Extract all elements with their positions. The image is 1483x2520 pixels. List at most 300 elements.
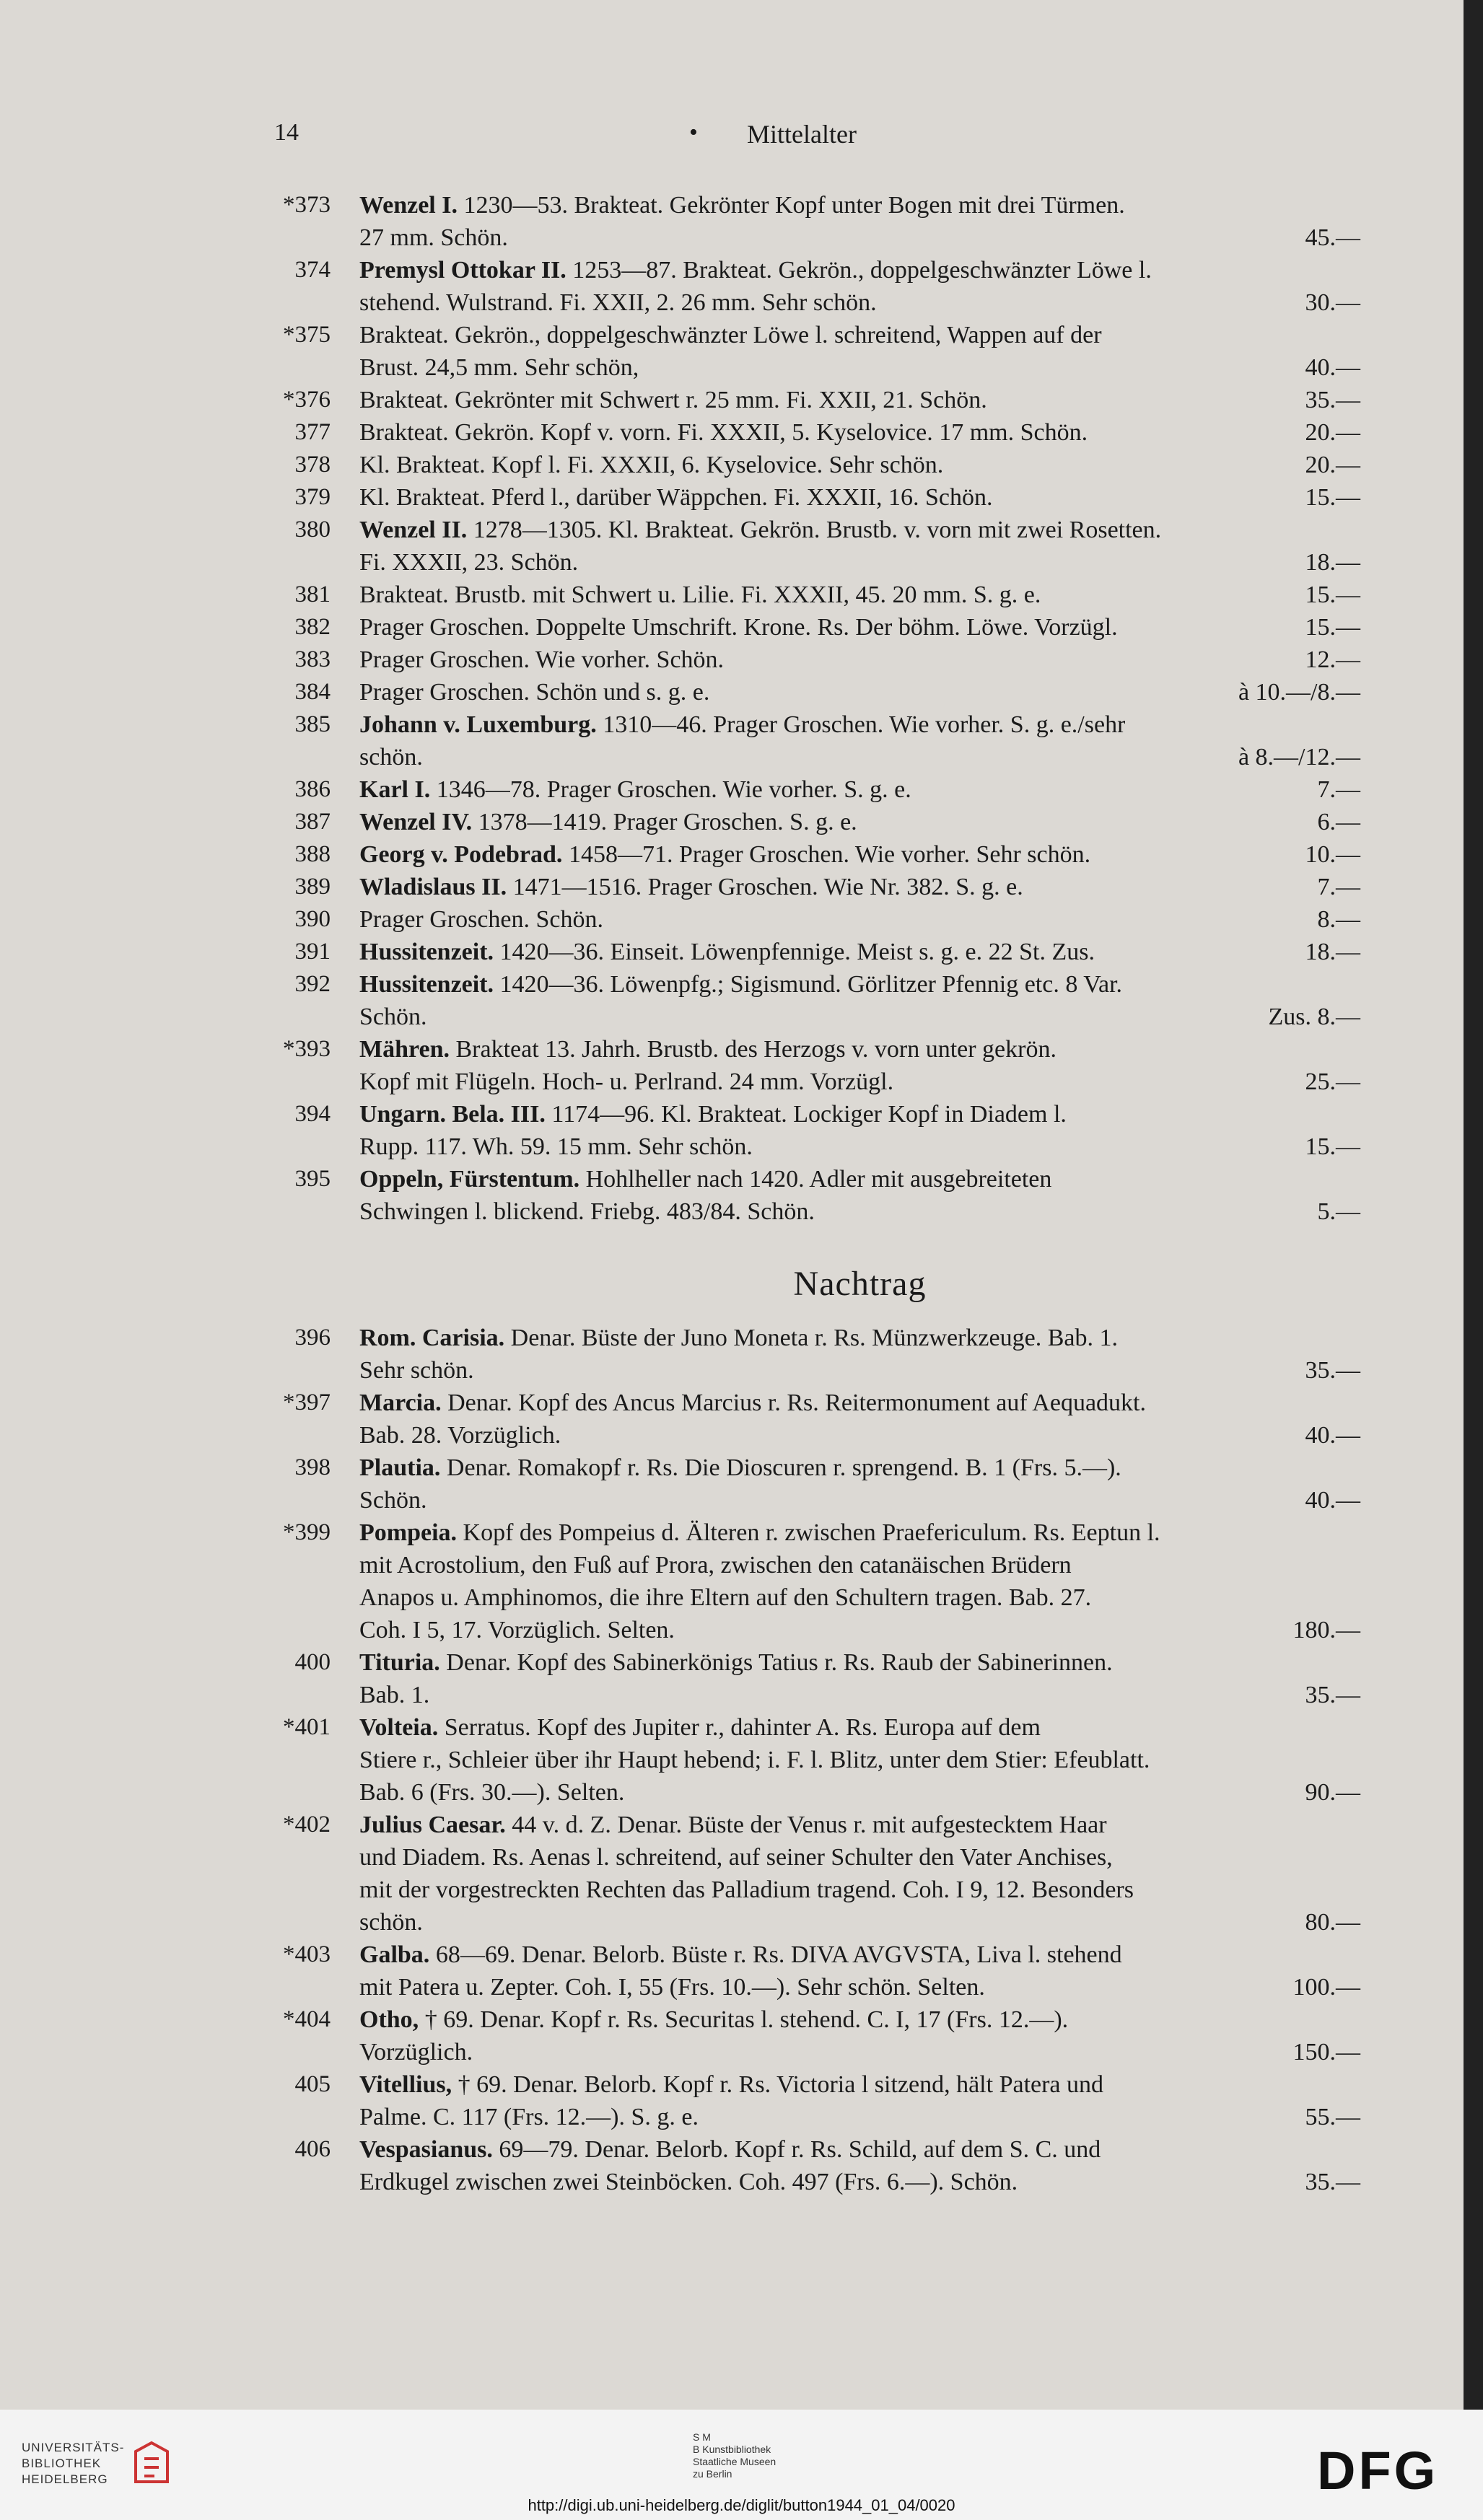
entry-text [359,1776,624,1809]
entry-text [359,838,1090,871]
entry-description: Hohlheller nach 1420. Adler mit ausgebreiteten [579,1166,1052,1193]
entry-heading: Julius Caesar. [359,1812,506,1838]
entry-text [359,221,508,254]
entry-description: Prager Groschen. Schön. [359,906,604,933]
entry-line [359,189,1360,221]
catalog-entry [267,514,1360,579]
entry-description: Denar. Romakopf r. Rs. Die Dioscuren r. sprengend. B. 1 (Frs. 5.—). [440,1454,1121,1481]
entry-text [359,1322,1118,1354]
catalog-entry [267,773,1360,806]
entry-description: Prager Groschen. Doppelte Umschrift. Krone. Rs. Der böhm. Löwe. Vorzügl. [359,614,1118,641]
entry-description: Erdkugel zwischen zwei Steinböcken. Coh. 497 (Frs. 6.—). Schön. [359,2169,1018,2195]
bib-line: B Kunstbibliothek [693,2444,771,2455]
entry-description: 1471—1516. Prager Groschen. Wie Nr. 382. S. g. e. [507,874,1023,900]
entry-price: 15.— [1305,581,1360,608]
catalog-entry [267,579,1360,611]
lot-number: 384 [294,679,331,705]
entry-price: Zus. 8.— [1268,1004,1360,1030]
entry-line [359,1939,1360,1971]
catalog-entry [267,319,1360,384]
entry-price: 40.— [1305,1487,1360,1514]
entry-line [359,968,1360,1001]
entry-line [359,676,1360,708]
entry-description: mit der vorgestreckten Rechten das Palladium tragend. Coh. I 9, 12. Besonders [359,1876,1134,1903]
entry-text [359,1809,1107,1841]
entry-heading: Georg v. Podebrad. [359,841,563,868]
entry-description: Kl. Brakteat. Kopf l. Fi. XXXII, 6. Kyselovice. Sehr schön. [359,452,944,478]
entry-description: mit Patera u. Zepter. Coh. I, 55 (Frs. 10.—). Sehr schön. Selten. [359,1974,985,2001]
entry-description: Bab. 1. [359,1682,430,1708]
entry-text [359,481,993,514]
entry-price: 15.— [1305,484,1360,511]
entry-heading: Wenzel I. [359,192,458,219]
entry-price: 20.— [1305,419,1360,446]
entry-description: Denar. Kopf des Ancus Marcius r. Rs. Reitermonument auf Aequadukt. [441,1389,1146,1416]
entry-description: Brakteat. Gekrön. Kopf v. vorn. Fi. XXXII, 5. Kyselovice. 17 mm. Schön. [359,419,1088,446]
entry-text [359,2101,699,2133]
entry-description: 1420—36. Einseit. Löwenpfennige. Meist s. g. e. 22 St. Zus. [494,939,1095,965]
lot-number: *402 [283,1812,331,1838]
entry-description: 1253—87. Brakteat. Gekrön., doppelgeschwänzter Löwe l. [566,257,1152,284]
catalog-entry [267,871,1360,903]
entry-price: 7.— [1317,874,1360,900]
catalog-entry [267,806,1360,838]
entry-text [359,708,1125,741]
entry-line [359,2166,1360,2198]
main-entry-list [267,189,1360,1228]
entry-text [359,1195,815,1228]
catalog-entry [267,676,1360,708]
catalog-entry [267,1322,1360,1387]
entry-description: Stiere r., Schleier über ihr Haupt hebend; i. F. l. Blitz, unter dem Stier: Efeublatt. [359,1747,1150,1773]
entry-description: Denar. Kopf des Sabinerkönigs Tatius r. Rs. Raub der Sabinerinnen. [439,1649,1113,1676]
entry-price: 45.— [1305,224,1360,251]
entry-line [359,741,1360,773]
entry-line [359,1776,1360,1809]
catalog-entries [267,189,1360,2198]
lot-number: 385 [294,711,331,737]
library-emblem-icon [130,2437,173,2488]
entry-line [359,1679,1360,1711]
entry-description: Denar. Büste der Juno Moneta r. Rs. Münzwerkzeuge. Bab. 1. [504,1325,1118,1351]
entry-line [359,579,1360,611]
entry-description: Vorzüglich. [359,2039,473,2065]
page-number: 14 [274,119,299,146]
entry-line [359,1452,1360,1484]
entry-heading: Wenzel IV. [359,809,473,835]
entry-description: 1310—46. Prager Groschen. Wie vorher. S. g. e./sehr [596,711,1126,738]
entry-description: 1458—71. Prager Groschen. Wie vorher. Sehr schön. [562,841,1091,868]
entry-heading: Karl I. [359,776,431,803]
entry-line [359,1581,1360,1614]
entry-description: und Diadem. Rs. Aenas l. schreitend, auf seiner Schulter den Vater Anchises, [359,1844,1113,1871]
entry-heading: Premysl Ottokar II. [359,257,566,284]
entry-description: † 69. Denar. Belorb. Kopf r. Rs. Victoria l sitzend, hält Patera und [452,2071,1104,2098]
entry-text [359,449,943,481]
entry-price: 150.— [1292,2039,1360,2065]
entry-line [359,1711,1360,1744]
entry-price: 80.— [1305,1909,1360,1936]
entry-line [359,611,1360,644]
entry-heading: Rom. Carisia. [359,1325,505,1351]
entry-line [359,1874,1360,1906]
entry-line [359,384,1360,416]
entry-line [359,1614,1360,1646]
entry-description: 1346—78. Prager Groschen. Wie vorher. S. g. e. [430,776,911,803]
entry-text [359,903,603,936]
entry-description: schön. [359,744,423,771]
entry-description: Anapos u. Amphinomos, die ihre Eltern auf den Schultern tragen. Bab. 27. [359,1584,1092,1611]
entry-text [359,936,1095,968]
lot-number: 382 [294,614,331,640]
entry-text [359,1098,1067,1131]
entry-text [359,1679,429,1711]
lot-number: 400 [294,1649,331,1675]
entry-text [359,1744,1150,1776]
entry-description: Serratus. Kopf des Jupiter r., dahinter A. Rs. Europa auf dem [438,1714,1041,1741]
lot-number: *373 [283,192,331,218]
entry-text [359,1419,561,1452]
entry-line [359,838,1360,871]
entry-price: 7.— [1317,776,1360,803]
entry-heading: Vitellius, [359,2071,452,2098]
entry-text [359,1906,423,1939]
lot-number: 398 [294,1454,331,1480]
entry-line [359,1516,1360,1549]
entry-line [359,1001,1360,1033]
entry-text [359,416,1088,449]
dfg-logo[interactable]: DFG [1317,2441,1439,2501]
entry-line [359,254,1360,286]
entry-line [359,546,1360,579]
entry-description: Rupp. 117. Wh. 59. 15 mm. Sehr schön. [359,1133,753,1160]
entry-text [359,1939,1122,1971]
catalog-entry [267,708,1360,773]
entry-description: 69—79. Denar. Belorb. Kopf r. Rs. Schild, auf dem S. C. und [492,2136,1101,2163]
entry-line [359,319,1360,351]
entry-price: 35.— [1305,2169,1360,2195]
entry-text [359,514,1161,546]
entry-description: Bab. 28. Vorzüglich. [359,1422,561,1449]
permalink-url[interactable]: http://digi.ub.uni-heidelberg.de/diglit/button1944_01_04/0020 [528,2496,955,2514]
entry-text [359,806,857,838]
catalog-entry [267,1098,1360,1163]
entry-line [359,1841,1360,1874]
entry-heading: Wladislaus II. [359,874,507,900]
lot-number: 392 [294,971,331,997]
lot-number: 396 [294,1325,331,1351]
entry-text [359,1581,1091,1614]
entry-heading: Mähren. [359,1036,450,1063]
entry-price: 35.— [1305,1357,1360,1384]
entry-text [359,1516,1160,1549]
entry-text [359,1646,1113,1679]
entry-price: 6.— [1317,809,1360,835]
bib-line: Staatliche Museen [693,2456,777,2467]
entry-description: Schön. [359,1004,427,1030]
entry-price: 12.— [1305,646,1360,673]
entry-line [359,416,1360,449]
lot-number: 395 [294,1166,331,1192]
entry-description: 27 mm. Schön. [359,224,508,251]
catalog-entry [267,384,1360,416]
entry-text [359,1001,427,1033]
catalog-entry [267,2003,1360,2068]
entry-text [359,2036,473,2068]
entry-description: Sehr schön. [359,1357,474,1384]
catalog-entry [267,1033,1360,1098]
entry-price: 90.— [1305,1779,1360,1806]
entry-price: 25.— [1305,1068,1360,1095]
entry-heading: Otho, [359,2006,419,2033]
lot-number: 391 [294,939,331,965]
entry-description: Brakteat. Gekrön., doppelgeschwänzter Löwe l. schreitend, Wappen auf der [359,322,1102,348]
catalog-entry [267,2133,1360,2198]
entry-price: à 8.—/12.— [1238,744,1360,771]
entry-line [359,773,1360,806]
entry-description: stehend. Wulstrand. Fi. XXII, 2. 26 mm. Sehr schön. [359,289,877,316]
entry-price: 30.— [1305,289,1360,316]
lot-number: *404 [283,2006,331,2032]
entry-line [359,1066,1360,1098]
catalog-entry [267,644,1360,676]
entry-text [359,1163,1051,1195]
catalog-entry [267,903,1360,936]
entry-price: 10.— [1305,841,1360,868]
entry-description: Fi. XXXII, 23. Schön. [359,549,579,576]
entry-description: Coh. I 5, 17. Vorzüglich. Selten. [359,1617,675,1643]
lot-number: 374 [294,257,331,283]
lot-number: 390 [294,906,331,932]
entry-description: Schwingen l. blickend. Friebg. 483/84. Schön. [359,1198,815,1225]
entry-line [359,1195,1360,1228]
entry-description: Brakteat 13. Jahrh. Brustb. des Herzogs v. vorn unter gekrön. [449,1036,1057,1063]
lot-number: 381 [294,581,331,607]
entry-text [359,2003,1068,2036]
entry-text [359,968,1122,1001]
entry-description: Kl. Brakteat. Pferd l., darüber Wäppchen. Fi. XXXII, 16. Schön. [359,484,993,511]
entry-price: 40.— [1305,354,1360,381]
catalog-entry [267,1711,1360,1809]
entry-text [359,254,1152,286]
entry-description: 1378—1419. Prager Groschen. S. g. e. [472,809,857,835]
entry-text [359,1452,1121,1484]
entry-text [359,351,639,384]
lot-number: *399 [283,1519,331,1545]
entry-text [359,1549,1072,1581]
entry-price: 55.— [1305,2104,1360,2130]
lot-number: 386 [294,776,331,802]
entry-line [359,1971,1360,2003]
catalog-entry [267,968,1360,1033]
entry-description: Prager Groschen. Wie vorher. Schön. [359,646,725,673]
lot-number: *403 [283,1941,331,1967]
catalog-entry [267,838,1360,871]
lot-number: 405 [294,2071,331,2097]
lot-number: 377 [294,419,331,445]
nachtrag-entry-list [267,1322,1360,2198]
entry-heading: Ungarn. Bela. III. [359,1101,546,1128]
entry-heading: Oppeln, Fürstentum. [359,1166,580,1193]
uni-line: BIBLIOTHEK [22,2457,102,2470]
lot-number: 379 [294,484,331,510]
entry-line [359,286,1360,319]
entry-line [359,1549,1360,1581]
catalog-entry [267,481,1360,514]
entry-description: Bab. 6 (Frs. 30.—). Selten. [359,1779,625,1806]
entry-line [359,481,1360,514]
entry-heading: Volteia. [359,1714,439,1741]
entry-text [359,611,1118,644]
entry-description: Prager Groschen. Schön und s. g. e. [359,679,710,706]
entry-line [359,1322,1360,1354]
uni-line: UNIVERSITÄTS- [22,2441,125,2454]
catalog-entry [267,1646,1360,1711]
catalog-entry [267,1163,1360,1228]
lot-number: 406 [294,2136,331,2162]
entry-description: Schön. [359,1487,427,1514]
entry-text [359,1131,753,1163]
lot-number: 387 [294,809,331,835]
entry-line [359,2133,1360,2166]
entry-text [359,1387,1146,1419]
entry-heading: Johann v. Luxemburg. [359,711,597,738]
lot-number: *376 [283,387,331,413]
entry-line [359,1809,1360,1841]
catalog-entry [267,254,1360,319]
entry-text [359,1484,427,1516]
entry-text [359,644,724,676]
entry-price: 20.— [1305,452,1360,478]
entry-line [359,1744,1360,1776]
entry-heading: Hussitenzeit. [359,971,494,998]
entry-price: 15.— [1305,614,1360,641]
entry-description: 68—69. Denar. Belorb. Büste r. Rs. DIVA AVGVSTA, Liva l. stehend [429,1941,1122,1968]
entry-heading: Vespasianus. [359,2136,493,2163]
entry-description: 1174—96. Kl. Brakteat. Lockiger Kopf in Diadem l. [545,1101,1067,1128]
entry-price: 8.— [1317,906,1360,933]
entry-description: Brust. 24,5 mm. Sehr schön, [359,354,639,381]
catalog-entry [267,1452,1360,1516]
entry-price: 180.— [1292,1617,1360,1643]
catalog-entry [267,611,1360,644]
entry-line [359,1906,1360,1939]
lot-number: 389 [294,874,331,900]
entry-text [359,546,578,579]
entry-line [359,514,1360,546]
entry-price: 100.— [1292,1974,1360,2001]
entry-line [359,2068,1360,2101]
entry-line [359,1163,1360,1195]
catalog-entry [267,1809,1360,1939]
entry-heading: Marcia. [359,1389,442,1416]
running-title: Mittelalter [747,120,857,149]
header-ornament: • [689,119,698,146]
entry-line [359,644,1360,676]
entry-line [359,1098,1360,1131]
entry-heading: Galba. [359,1941,430,1968]
entry-text [359,319,1102,351]
catalog-entry [267,1387,1360,1452]
entry-line [359,1419,1360,1452]
entry-text [359,1033,1057,1066]
entry-line [359,2003,1360,2036]
entry-text [359,1971,985,2003]
entry-description: mit Acrostolium, den Fuß auf Prora, zwischen den catanäischen Brüdern [359,1552,1072,1579]
section-title: Nachtrag [793,1265,927,1303]
kunstbibliothek-logo [693,2431,776,2480]
entry-line [359,1131,1360,1163]
entry-heading: Wenzel II. [359,517,468,543]
uni-line: HEIDELBERG [22,2472,108,2486]
catalog-entry [267,189,1360,254]
entry-description: Kopf mit Flügeln. Hoch- u. Perlrand. 24 mm. Vorzügl. [359,1068,894,1095]
entry-line [359,1033,1360,1066]
entry-price: 40.— [1305,1422,1360,1449]
entry-line [359,903,1360,936]
entry-line [359,1354,1360,1387]
entry-heading: Tituria. [359,1649,440,1676]
page-header [274,119,1357,155]
entry-line [359,449,1360,481]
entry-text [359,579,1041,611]
entry-line [359,2036,1360,2068]
entry-text [359,1711,1041,1744]
entry-text [359,1354,474,1387]
lot-number: 388 [294,841,331,867]
entry-price: 5.— [1317,1198,1360,1225]
lot-number: 378 [294,452,331,478]
entry-line [359,2101,1360,2133]
entry-text [359,2068,1103,2101]
entry-line [359,806,1360,838]
entry-line [359,936,1360,968]
lot-number: *393 [283,1036,331,1062]
entry-text [359,2133,1101,2166]
entry-price: 15.— [1305,1133,1360,1160]
lot-number: *401 [283,1714,331,1740]
entry-line [359,221,1360,254]
entry-text [359,676,709,708]
entry-price: 18.— [1305,549,1360,576]
entry-line [359,708,1360,741]
university-library-logo[interactable] [22,2440,124,2488]
scan-edge [1464,0,1483,2410]
entry-text [359,286,877,319]
entry-description: † 69. Denar. Kopf r. Rs. Securitas l. stehend. C. I, 17 (Frs. 12.—). [419,2006,1069,2033]
entry-text [359,1066,893,1098]
bib-line: S M [693,2431,711,2443]
lot-number: *397 [283,1389,331,1415]
entry-heading: Pompeia. [359,1519,458,1546]
entry-description: 1420—36. Löwenpfg.; Sigismund. Görlitzer Pfennig etc. 8 Var. [494,971,1123,998]
entry-line [359,1387,1360,1419]
entry-description: Palme. C. 117 (Frs. 12.—). S. g. e. [359,2104,699,2130]
entry-price: à 10.—/8.— [1238,679,1360,706]
entry-heading: Plautia. [359,1454,441,1481]
lot-number: *375 [283,322,331,348]
catalog-entry [267,1939,1360,2003]
entry-text [359,1841,1113,1874]
catalog-entry [267,1516,1360,1646]
entry-description: Brakteat. Brustb. mit Schwert u. Lilie. Fi. XXXII, 45. 20 mm. S. g. e. [359,581,1041,608]
entry-description: Brakteat. Gekrönter mit Schwert r. 25 mm. Fi. XXII, 21. Schön. [359,387,987,413]
entry-price: 18.— [1305,939,1360,965]
entry-line [359,351,1360,384]
lot-number: 394 [294,1101,331,1127]
entry-description: 1278—1305. Kl. Brakteat. Gekrön. Brustb. v. vorn mit zwei Rosetten. [467,517,1162,543]
entry-line [359,1484,1360,1516]
